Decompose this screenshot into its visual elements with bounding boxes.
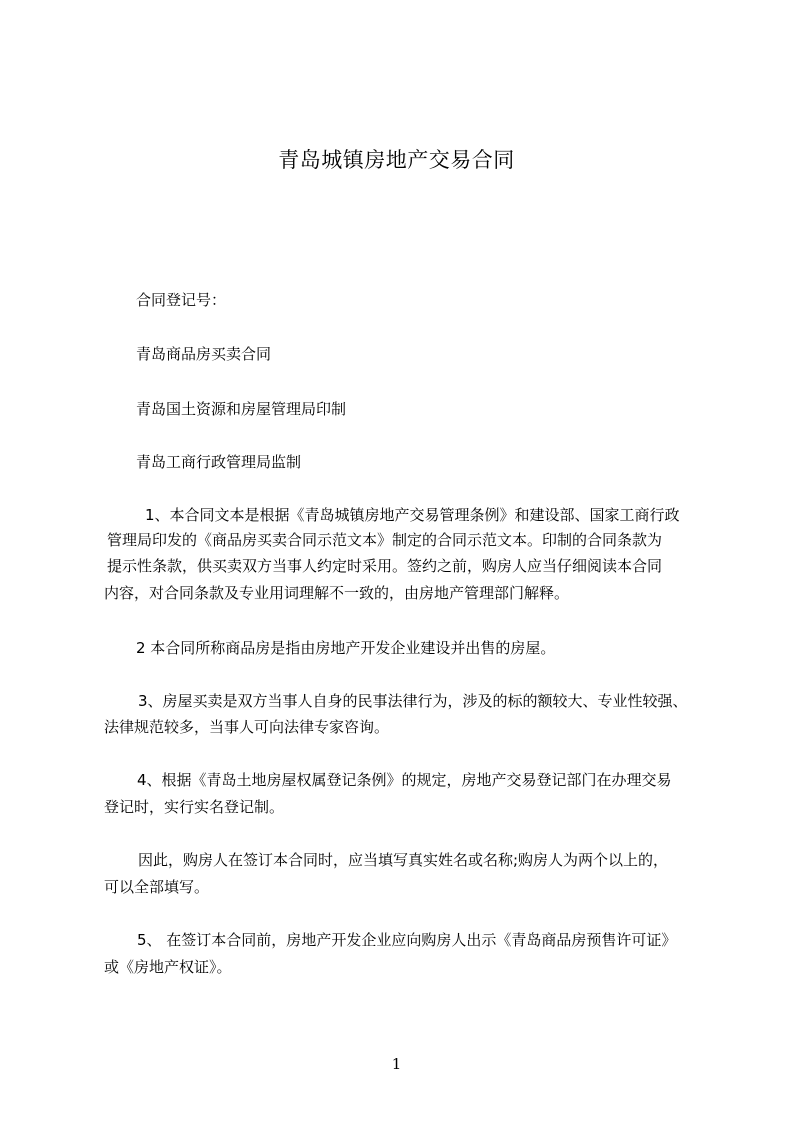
clause-1-line: 提示性条款，供买卖双方当事人约定时采用。签约之前，购房人应当仔细阅读本合同 — [107, 557, 663, 575]
clause-1-line: 1、本合同文本是根据《青岛城镇房地产交易管理条例》和建设部、国家工商行政 — [145, 506, 680, 524]
clause-2-line: 2 本合同所称商品房是指由房地产开发企业建设并出售的房屋。 — [136, 639, 556, 657]
printed-by: 青岛国土资源和房屋管理局印制 — [136, 400, 347, 418]
clause-3-line: 3、房屋买卖是双方当事人自身的民事法律行为，涉及的标的额较大、专业性较强、 — [138, 692, 688, 710]
registration-number-label: 合同登记号： — [136, 291, 227, 309]
page-number: 1 — [391, 1055, 402, 1073]
clause-5-line: 5、 在签订本合同前，房地产开发企业应向购房人出示《青岛商品房预售许可证》 — [137, 931, 677, 949]
supervised-by: 青岛工商行政管理局监制 — [136, 453, 302, 471]
document-title: 青岛城镇房地产交易合同 — [278, 148, 515, 172]
clause-1-line: 管理局印发的《商品房买卖合同示范文本》制定的合同示范文本。印制的合同条款为 — [107, 531, 663, 549]
clause-5-line: 或《房地产权证》。 — [104, 958, 232, 976]
clause-4-continuation-line: 因此，购房人在签订本合同时，应当填写真实姓名或名称;购房人为两个以上的， — [138, 851, 669, 869]
clause-1-line: 内容，对合同条款及专业用词理解不一致的，由房地产管理部门解释。 — [104, 584, 570, 602]
clause-3-line: 法律规范较多，当事人可向法律专家咨询。 — [104, 718, 390, 736]
clause-4-continuation-line: 可以全部填写。 — [104, 878, 210, 896]
clause-4-line: 4、根据《青岛土地房屋权属登记条例》的规定，房地产交易登记部门在办理交易 — [137, 771, 672, 789]
clause-4-line: 登记时，实行实名登记制。 — [104, 798, 285, 816]
contract-name: 青岛商品房买卖合同 — [136, 345, 272, 363]
